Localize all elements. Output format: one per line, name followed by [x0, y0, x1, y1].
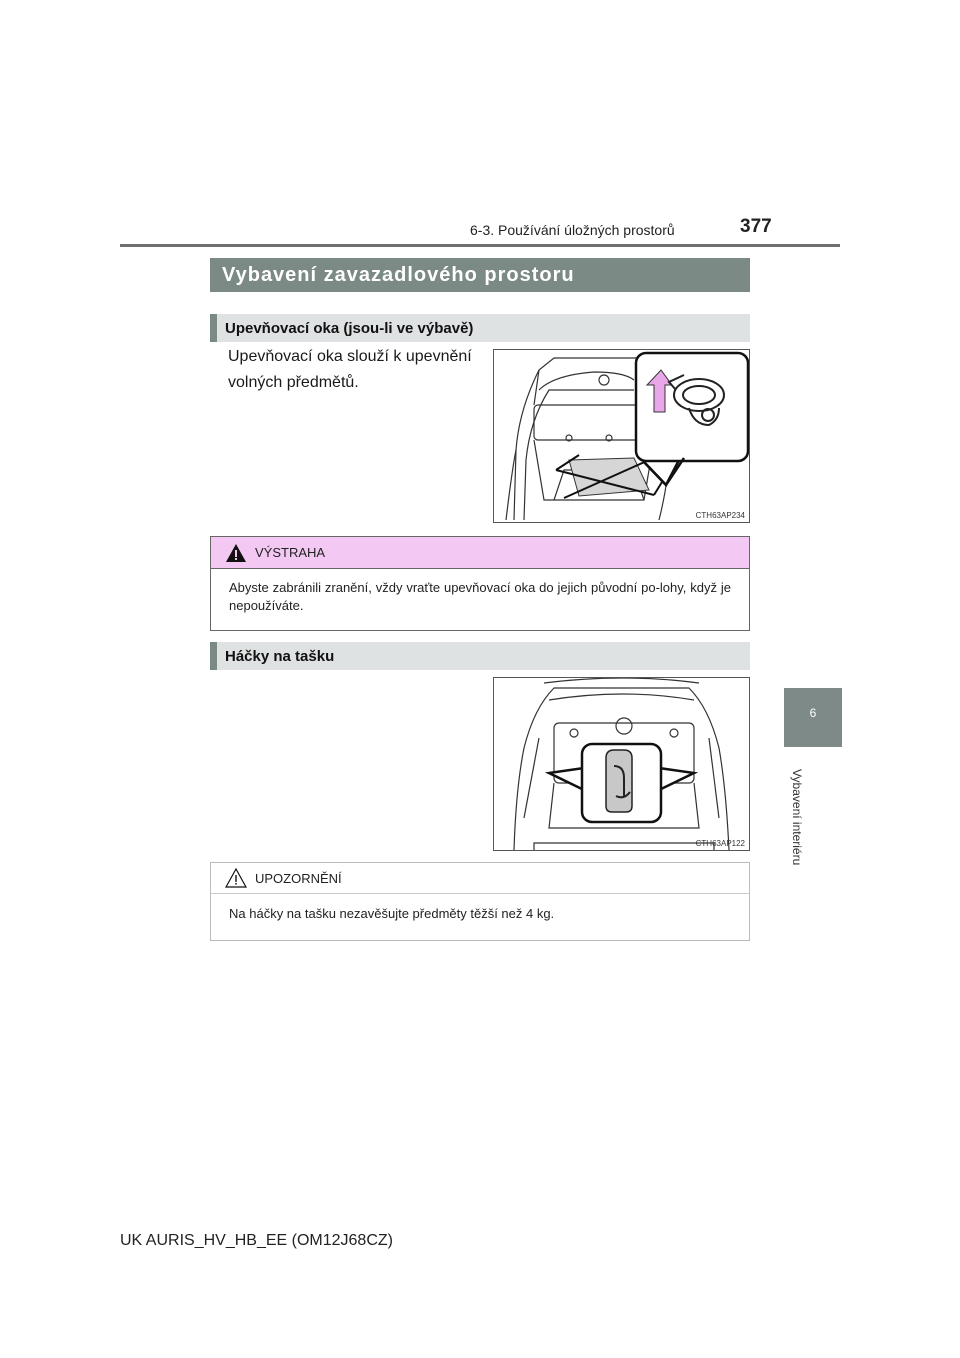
notice-header [211, 863, 749, 894]
warning-box [210, 536, 750, 631]
main-title: Vybavení zavazadlového prostoru [210, 258, 750, 292]
chapter-tab-number: 6 [809, 706, 817, 720]
warning-header [211, 537, 749, 569]
caution-triangle-icon [225, 868, 247, 888]
section-title-bag-hooks: Háčky na tašku [210, 642, 750, 670]
header-rule [120, 244, 840, 247]
warning-heading: VÝSTRAHA [255, 545, 326, 560]
bag-hook-illustration [494, 678, 750, 851]
header-section-title: 6-3. Používání úložných prostorů [470, 222, 675, 238]
figure-code: CTH63AP122 [695, 839, 745, 848]
warning-triangle-icon [225, 543, 247, 563]
notice-box [210, 862, 750, 941]
notice-text: Na háčky na tašku nezavěšujte předměty těžší než 4 kg. [229, 906, 555, 921]
figure-tie-down-eyes [493, 349, 750, 523]
warning-text: Abyste zabránili zranění, vždy vraťte upevňovací oka do jejich původní po-lohy, když je nepoužíváte. [229, 580, 731, 613]
chapter-tab-label-wrap [784, 758, 810, 876]
section-title-tie-down-eyes: Upevňovací oka (jsou-li ve výbavě) [210, 314, 750, 342]
notice-heading: UPOZORNĚNÍ [255, 870, 342, 886]
tie-down-description: Upevňovací oka slouží k upevnění volných předmětů. [228, 348, 472, 391]
figure-bag-hooks [493, 677, 750, 851]
page-number: 377 [740, 216, 772, 237]
chapter-tab-label: Vybavení interiéru [790, 768, 804, 866]
document-footer: UK AURIS_HV_HB_EE (OM12J68CZ) [120, 1232, 393, 1249]
cargo-area-illustration [494, 350, 750, 523]
figure-code: CTH63AP234 [695, 511, 745, 520]
